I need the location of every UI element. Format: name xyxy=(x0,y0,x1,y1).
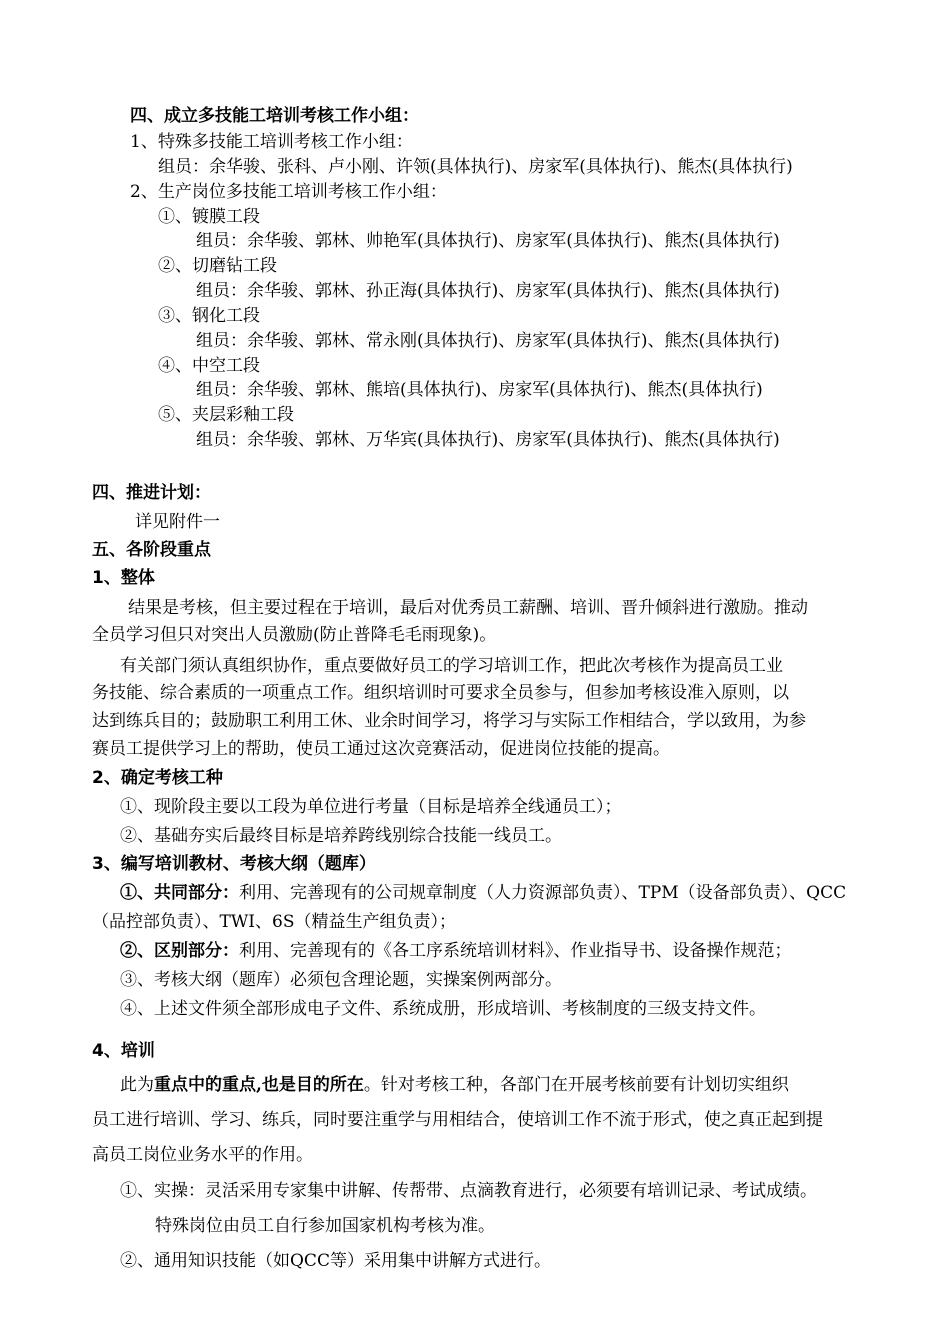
list-item-continuation: （品控部负责）、TWI、6S（精益生产组负责）； xyxy=(92,912,456,932)
paragraph-line: 结果是考核，但主要过程在于培训，最后对优秀员工薪酬、培训、晋升倾斜进行激励。推动 xyxy=(128,598,808,618)
list-item: ③、考核大纲（题库）必须包含理论题，实操案例两部分。 xyxy=(120,970,562,990)
text-run: 。针对考核工种，各部门在开展考核前要有计划切实组织 xyxy=(363,1075,789,1095)
section-heading: 四、推进计划： xyxy=(92,483,211,503)
members-line: 组员：余华骏、郭林、帅艳军(具体执行)、房家军(具体执行)、熊杰(具体执行) xyxy=(196,231,780,251)
list-item: ①、实操：灵活采用专家集中讲解、传帮带、点滴教育进行，必须要有培训记录、考试成绩。 xyxy=(120,1181,817,1201)
members-line: 组员：余华骏、郭林、常永刚(具体执行)、房家军(具体执行)、熊杰(具体执行) xyxy=(196,331,780,351)
paragraph-line: 务技能、综合素质的一项重点工作。组织培训时可要求全员参与，但参加考核设准入原则，以 xyxy=(92,683,789,703)
list-item-continuation: 特殊岗位由员工自行参加国家机构考核为准。 xyxy=(155,1216,495,1236)
section-heading: 四、成立多技能工培训考核工作小组： xyxy=(130,106,419,126)
members-line: 组员：余华骏、郭林、熊培(具体执行)、房家军(具体执行)、熊杰(具体执行) xyxy=(196,380,763,400)
members-line: 组员：余华骏、郭林、孙正海(具体执行)、房家军(具体执行)、熊杰(具体执行) xyxy=(196,281,780,301)
subsection-heading: 2、确定考核工种 xyxy=(92,768,223,788)
subsection-heading: 4、培训 xyxy=(92,1041,155,1061)
list-item: ②、通用知识技能（如QCC等）采用集中讲解方式进行。 xyxy=(120,1251,551,1271)
item-label: ①、共同部分： xyxy=(120,883,239,903)
item-text: 利用、完善现有的《各工序系统培训材料》、作业指导书、设备操作规范； xyxy=(239,941,792,961)
emphasis-text: 重点中的重点,也是目的所在 xyxy=(154,1075,364,1095)
body-text: 详见附件一 xyxy=(135,512,220,532)
paragraph-line: 有关部门须认真组织协作，重点要做好员工的学习培训工作，把此次考核作为提高员工业 xyxy=(120,656,783,676)
item-label: ②、区别部分： xyxy=(120,941,239,961)
list-item: 1、特殊多技能工培训考核工作小组： xyxy=(130,132,413,152)
sub-item: ③、钢化工段 xyxy=(158,306,260,326)
item-text: 利用、完善现有的公司规章制度（人力资源部负责）、TPM（设备部负责）、QCC xyxy=(239,883,847,903)
sub-item: ②、切磨钻工段 xyxy=(158,256,277,276)
sub-item: ⑤、夹层彩釉工段 xyxy=(158,405,294,425)
sub-item: ④、中空工段 xyxy=(158,356,260,376)
text-run: 此为 xyxy=(120,1075,154,1095)
list-item: 2、生产岗位多技能工培训考核工作小组： xyxy=(130,182,447,202)
members-line: 组员：余华骏、郭林、万华宾(具体执行)、房家军(具体执行)、熊杰(具体执行) xyxy=(196,430,780,450)
paragraph-line: 达到练兵目的；鼓励职工利用工休、业余时间学习，将学习与实际工作相结合，学以致用，为参 xyxy=(92,711,806,731)
sub-item: ①、镀膜工段 xyxy=(158,207,260,227)
list-item: ④、上述文件须全部形成电子文件、系统成册，形成培训、考核制度的三级支持文件。 xyxy=(120,999,766,1019)
paragraph-line xyxy=(120,1073,789,1097)
subsection-heading: 3、编写培训教材、考核大纲（题库） xyxy=(92,854,376,874)
section-heading: 五、各阶段重点 xyxy=(92,540,211,560)
paragraph-line: 员工进行培训、学习、练兵，同时要注重学与用相结合，使培训工作不流于形式，使之真正起到提 xyxy=(92,1110,823,1130)
list-item xyxy=(120,939,792,963)
subsection-heading: 1、整体 xyxy=(92,568,155,588)
members-line: 组员：余华骏、张科、卢小刚、许领(具体执行)、房家军(具体执行)、熊杰(具体执行) xyxy=(158,157,793,177)
paragraph-line: 赛员工提供学习上的帮助，使员工通过这次竞赛活动，促进岗位技能的提高。 xyxy=(92,739,670,759)
list-item: ①、现阶段主要以工段为单位进行考量（目标是培养全线通员工）； xyxy=(120,797,622,817)
paragraph-line: 全员学习但只对突出人员激励(防止普降毛毛雨现象)。 xyxy=(92,625,497,645)
list-item: ②、基础夯实后最终目标是培养跨线别综合技能一线员工。 xyxy=(120,826,562,846)
paragraph-line: 高员工岗位业务水平的作用。 xyxy=(92,1145,313,1165)
list-item xyxy=(120,881,846,905)
